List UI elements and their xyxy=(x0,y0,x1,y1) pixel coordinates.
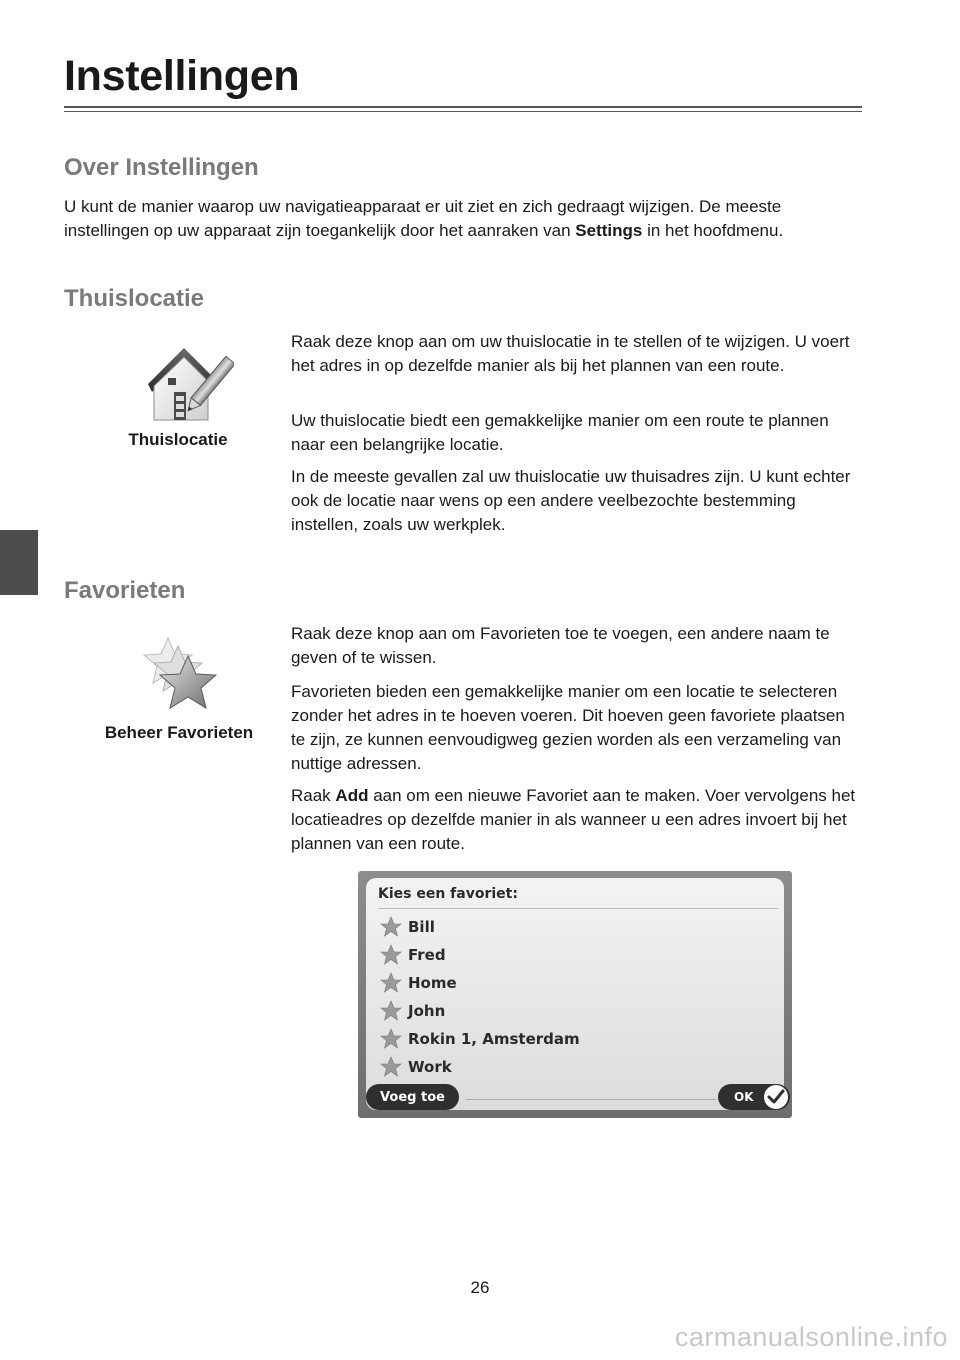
favorite-item[interactable] xyxy=(380,998,445,1024)
favorite-item[interactable] xyxy=(380,942,446,968)
favorite-item[interactable] xyxy=(380,914,435,940)
favorite-item[interactable] xyxy=(380,1026,580,1052)
thuis-paragraph-3: In de meeste gevallen zal uw thuislocatie uw thuisadres zijn. U kunt echter ook de locatie naar wens op een andere veelbezochte bestemming instellen, zoals uw werkplek. xyxy=(291,467,851,534)
screen-header: Kies een favoriet: xyxy=(378,886,518,902)
device-screen xyxy=(366,878,784,1110)
intro-bold-settings: Settings xyxy=(575,221,643,240)
page-number: 26 xyxy=(470,1278,490,1297)
star-icon xyxy=(380,1028,402,1050)
screen-header-rule xyxy=(378,908,778,909)
fav-paragraph-1: Raak deze knop aan om Favorieten toe te voegen, een andere naam te geven of te wissen. xyxy=(291,624,830,667)
checkmark-icon xyxy=(764,1085,788,1109)
screen-bottom-rule xyxy=(466,1099,716,1100)
star-icon xyxy=(380,916,402,938)
thuislocatie-caption: Thuislocatie xyxy=(128,430,228,449)
fav-paragraph-2: Favorieten bieden een gemakkelijke manier om een locatie te selecteren zonder het adres in te hoeven voeren. Dit hoeven geen favoriete plaatsen te zijn, ze kunnen eenvoudigweg gezien worden als een verzameling van nuttige adressen. xyxy=(291,682,845,773)
home-edit-icon[interactable] xyxy=(138,342,234,426)
fav-paragraph-3 xyxy=(291,784,861,856)
favorite-label: Work xyxy=(408,1058,452,1076)
favorite-label: Home xyxy=(408,974,457,992)
ok-label: OK xyxy=(734,1090,754,1104)
thuis-paragraph-2: Uw thuislocatie biedt een gemakkelijke manier om een route te plannen naar een belangrijke locatie. xyxy=(291,411,829,454)
favorite-item[interactable] xyxy=(380,970,457,996)
fav-p3-bold-add: Add xyxy=(335,786,369,805)
page-title: Instellingen xyxy=(64,52,300,100)
ok-button[interactable] xyxy=(718,1084,790,1110)
intro-paragraph xyxy=(64,195,864,243)
intro-text-after: in het hoofdmenu. xyxy=(642,221,784,240)
intro-text-before: U kunt de manier waarop uw navigatieapparaat er uit ziet en zich gedraagt wijzigen. De meeste instellingen op uw apparaat zijn toegankelijk door het aanraken van xyxy=(64,197,782,240)
favorite-label: Fred xyxy=(408,946,446,964)
watermark: carmanualsonline.info xyxy=(674,1322,948,1352)
heading-over-instellingen: Over Instellingen xyxy=(64,154,259,181)
fav-p3-after: aan om een nieuwe Favoriet aan te maken. Voer vervolgens het locatieadres op dezelfde manier in als wanneer u een adres invoert bij het plannen van een route. xyxy=(291,786,856,853)
fav-p3-before: Raak xyxy=(291,786,336,805)
stars-icon[interactable] xyxy=(138,632,222,714)
favorite-label: John xyxy=(408,1002,446,1020)
star-icon xyxy=(380,1056,402,1078)
heading-thuislocatie: Thuislocatie xyxy=(64,285,205,312)
star-icon xyxy=(380,1000,402,1022)
title-rule-thin xyxy=(64,111,862,112)
favorite-label: Rokin 1, Amsterdam xyxy=(408,1030,580,1048)
thuis-paragraph-1: Raak deze knop aan om uw thuislocatie in te stellen of te wijzigen. U voert het adres in op dezelfde manier als bij het plannen van een route. xyxy=(291,332,850,375)
device-screenshot xyxy=(358,871,792,1118)
add-favorite-button[interactable]: Voeg toe xyxy=(366,1084,459,1110)
star-icon xyxy=(380,944,402,966)
star-icon xyxy=(380,972,402,994)
beheer-favorieten-caption: Beheer Favorieten xyxy=(104,723,254,742)
favorite-label: Bill xyxy=(408,918,435,936)
heading-favorieten: Favorieten xyxy=(64,577,186,604)
chapter-tab xyxy=(0,530,38,595)
title-rule xyxy=(64,106,862,108)
favorite-item[interactable] xyxy=(380,1054,452,1080)
